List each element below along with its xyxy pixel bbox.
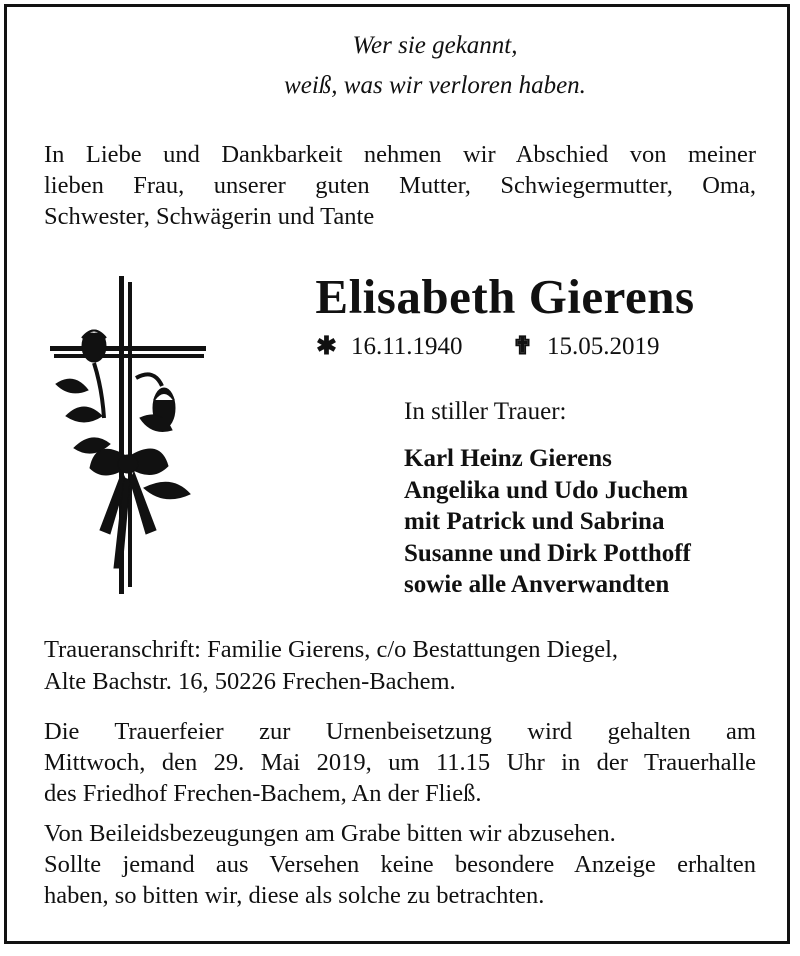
mourner-name: Karl Heinz Gierens [404, 445, 612, 472]
mourning-label: In stiller Trauer: [404, 398, 567, 425]
mourner-name: Angelika und Udo Juchem [404, 476, 689, 504]
funeral-paragraph [44, 716, 756, 809]
motto [0, 26, 800, 106]
mourner-name: sowie alle Anverwandten [404, 571, 670, 598]
deceased-name: Elisabeth Gierens [315, 269, 695, 324]
birth-asterisk-icon: ✱ [316, 333, 337, 360]
birth-date: 16.11.1940 [350, 333, 463, 360]
death-date-line [512, 331, 659, 362]
funeral-line-1: Die Trauerfeier zur Urnenbeisetzung wird gehalten am [44, 718, 756, 745]
intro-line-3: Schwester, Schwägerin und Tante [44, 203, 375, 230]
intro-paragraph [44, 139, 756, 232]
motto-line-2: weiß, was wir verloren haben. [284, 72, 586, 99]
funeral-line-2: Mittwoch, den 29. Mai 2019, um 11.15 Uhr in der Trauerhalle [44, 749, 756, 776]
cross-with-roses-icon [44, 268, 214, 603]
condolence-line-2: Sollte jemand aus Versehen keine besondere Anzeige erhalten [44, 851, 756, 878]
mourner-name: Susanne und Dirk Potthoff [404, 539, 691, 567]
mourners-list [404, 443, 764, 601]
condolence-paragraph [44, 818, 756, 911]
condolence-line-1: Von Beileidsbezeugungen am Grabe bitten wir abzusehen. [44, 820, 616, 847]
address-line-2: Alte Bachstr. 16, 50226 Frechen-Bachem. [44, 668, 456, 695]
funeral-line-3: des Friedhof Frechen-Bachem, An der Fließ. [44, 780, 482, 807]
intro-line-1: In Liebe und Dankbarkeit nehmen wir Abschied von meiner [44, 141, 756, 168]
death-date: 15.05.2019 [546, 333, 660, 360]
death-cross-icon: ✟ [512, 333, 533, 360]
condolence-line-3: haben, so bitten wir, diese als solche zu betrachten. [44, 882, 545, 909]
motto-line-1: Wer sie gekannt, [352, 32, 518, 59]
intro-line-2: lieben Frau, unserer guten Mutter, Schwiegermutter, Oma, [44, 172, 756, 199]
birth-date-line [316, 331, 463, 362]
mourner-name: mit Patrick und Sabrina [404, 508, 665, 535]
address-line-1: Traueranschrift: Familie Gierens, c/o Bestattungen Diegel, [44, 636, 619, 663]
